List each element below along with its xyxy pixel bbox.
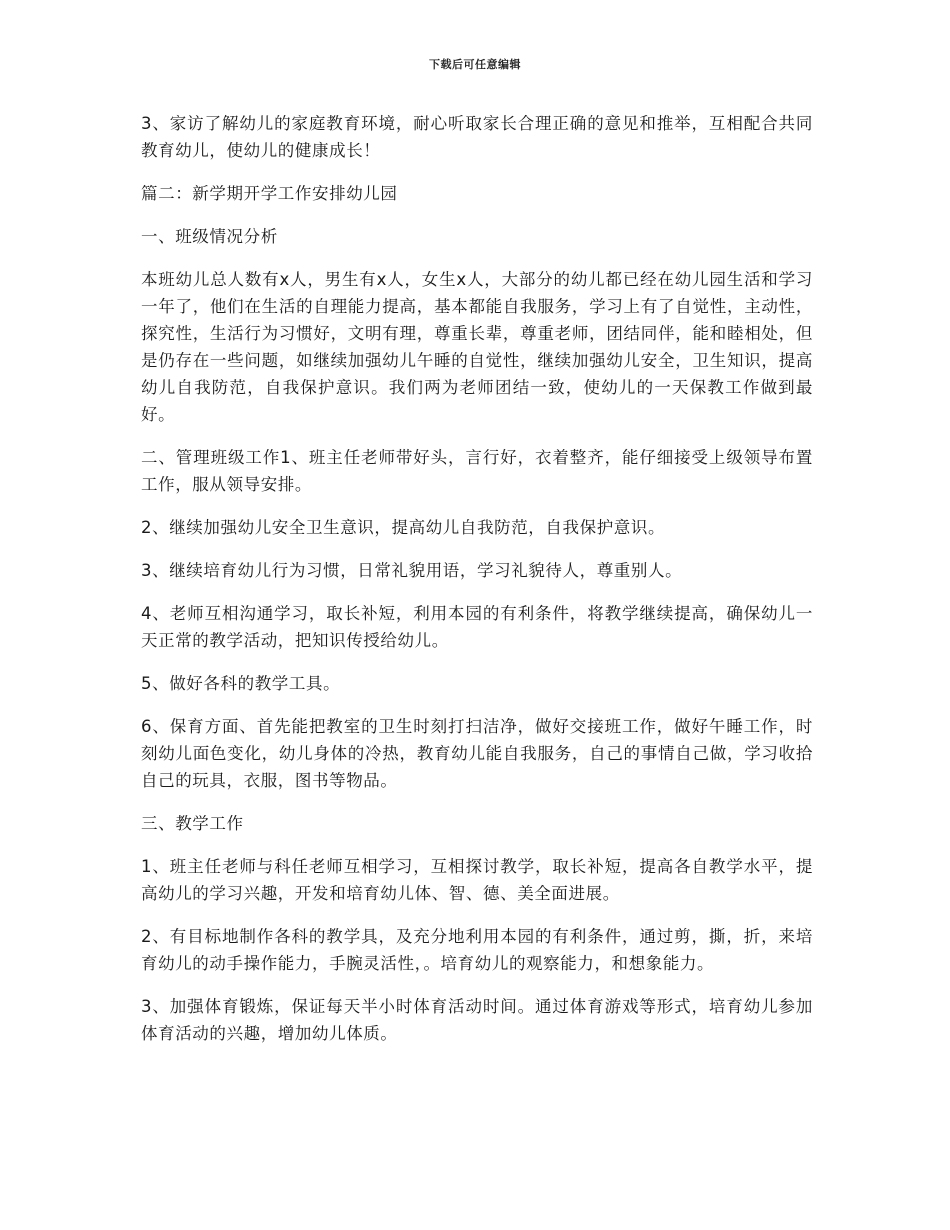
list-item-teacher-learning: 1、班主任老师与科任老师互相学习，互相探讨教学，取长补短，提高各自教学水平，提高幼儿的学习兴趣，开发和培育幼儿体、智、德、美全面进展。 xyxy=(141,857,813,903)
heading-class-analysis: 一、班级情况分析 xyxy=(141,227,278,246)
list-item-habits: 3、继续培育幼儿行为习惯，日常礼貌用语，学习礼貌待人，尊重别人。 xyxy=(141,561,683,580)
paragraph-class-analysis: 本班幼儿总人数有x人，男生有x人，女生x人，大部分的幼儿都已经在幼儿园生活和学习一年了，他们在生活的自理能力提高，基本都能自我服务，学习上有了自觉性，主动性，探究性，生活行为习惯好，文明有理，尊重长辈，尊重老师，团结同伴，能和睦相处，但是仍存在一些问题，如继续加强幼儿午睡的自觉性，继续加强幼儿安全，卫生知识，提高幼儿自我防范，自我保护意识。我们两为老师团结一致，使幼儿的一天保教工作做到最好。 xyxy=(141,270,813,424)
list-item-care: 6、保育方面、首先能把教室的卫生时刻打扫洁净，做好交接班工作，做好午睡工作，时刻幼儿面色变化，幼儿身体的冷热，教育幼儿能自我服务，自己的事情自己做，学习收拾自己的玩具，衣服，图书等物品。 xyxy=(141,717,813,790)
heading-teaching-work: 三、教学工作 xyxy=(141,814,244,833)
list-item-physical-exercise: 3、加强体育锻炼，保证每天半小时体育活动时间。通过体育游戏等形式，培育幼儿参加体育活动的兴趣，增加幼儿体质。 xyxy=(141,997,813,1043)
paragraph-class-management: 二、管理班级工作1、班主任老师带好头，言行好，衣着整齐，能仔细接受上级领导布置工作，服从领导安排。 xyxy=(141,448,813,494)
document-body xyxy=(141,110,813,1063)
list-item-communication: 4、老师互相沟通学习，取长补短，利用本园的有利条件，将教学继续提高，确保幼儿一天正常的教学活动，把知识传授给幼儿。 xyxy=(141,604,813,650)
page-header: 下载后可任意编辑 xyxy=(429,58,521,71)
list-item-safety: 2、继续加强幼儿安全卫生意识，提高幼儿自我防范，自我保护意识。 xyxy=(141,518,666,537)
list-item-teaching-tools: 5、做好各科的教学工具。 xyxy=(141,674,341,693)
list-item-teaching-aids: 2、有目标地制作各科的教学具，及充分地利用本园的有利条件，通过剪，撕，折，来培育幼儿的动手操作能力，手腕灵活性，。培育幼儿的观察能力，和想象能力。 xyxy=(141,927,813,973)
section-title-chapter-two: 篇二：新学期开学工作安排幼儿园 xyxy=(141,184,398,203)
paragraph-home-visit: 3、家访了解幼儿的家庭教育环境，耐心听取家长合理正确的意见和推举，互相配合共同教育幼儿，使幼儿的健康成长！ xyxy=(141,114,813,160)
